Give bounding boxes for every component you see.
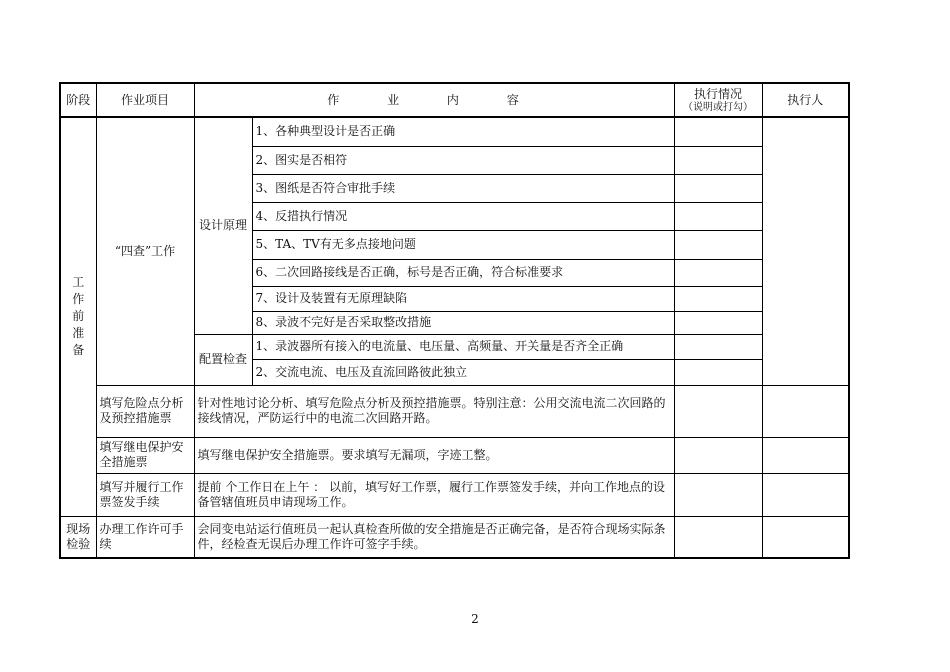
config-check-1: 1、录波器所有接入的电流量、电压量、高频量、开关量是否齐全正确 [252, 334, 674, 359]
stage-onsite: 现场检验 [60, 516, 96, 558]
exec-status-cell[interactable] [674, 437, 762, 473]
exec-status-cell[interactable] [674, 334, 762, 359]
stage-prep [60, 117, 96, 516]
header-exec-status [674, 83, 762, 117]
exec-status-cell[interactable] [674, 516, 762, 558]
executor-cell[interactable] [762, 117, 849, 385]
content-work-ticket: 提前 个工作日在上午 ： 以前，填写好工作票，履行工作票签发手续，并向工作地点的设备管辖值班员申请现场工作。 [194, 473, 674, 516]
design-check-7: 7、设计及装置有无原理缺陷 [252, 286, 674, 311]
table-row [60, 516, 849, 558]
exec-status-cell[interactable] [674, 473, 762, 516]
subgroup-config: 配置检查 [194, 334, 252, 385]
design-check-6: 6、二次回路接线是否正确，标号是否正确，符合标准要求 [252, 259, 674, 286]
header-item: 作业项目 [96, 83, 194, 117]
stage-prep-label: 工作前准备 [72, 275, 85, 358]
header-content-label: 作 业 内 容 [327, 92, 541, 107]
item-four-checks: “四查”工作 [96, 117, 194, 385]
table-row [60, 473, 849, 516]
design-check-8: 8、录波不完好是否采取整改措施 [252, 311, 674, 334]
config-check-2: 2、交流电流、电压及直流回路彼此独立 [252, 359, 674, 385]
page-number: 2 [471, 612, 479, 626]
executor-cell[interactable] [762, 437, 849, 473]
header-row [60, 83, 849, 117]
work-instruction-table [59, 82, 850, 559]
item-work-ticket: 填写并履行工作票签发手续 [96, 473, 194, 516]
table-row [60, 437, 849, 473]
executor-cell[interactable] [762, 473, 849, 516]
design-check-3: 3、图纸是否符合审批手续 [252, 174, 674, 202]
item-permit: 办理工作许可手续 [96, 516, 194, 558]
design-check-1: 1、各种典型设计是否正确 [252, 117, 674, 146]
table-row [60, 117, 849, 146]
table-row [60, 385, 849, 437]
design-check-5: 5、TA、TV有无多点接地问题 [252, 230, 674, 259]
design-check-2: 2、图实是否相符 [252, 146, 674, 174]
exec-status-cell[interactable] [674, 359, 762, 385]
executor-cell[interactable] [762, 516, 849, 558]
executor-cell[interactable] [762, 385, 849, 437]
content-relay-ticket: 填写继电保护安全措施票。要求填写无漏项，字迹工整。 [194, 437, 674, 473]
design-check-4: 4、反措执行情况 [252, 202, 674, 230]
exec-status-cell[interactable] [674, 311, 762, 334]
header-stage: 阶段 [60, 83, 96, 117]
item-risk-ticket: 填写危险点分析及预控措施票 [96, 385, 194, 437]
exec-status-cell[interactable] [674, 174, 762, 202]
exec-status-cell[interactable] [674, 259, 762, 286]
exec-status-cell[interactable] [674, 146, 762, 174]
exec-status-cell[interactable] [674, 385, 762, 437]
item-relay-ticket: 填写继电保护安全措施票 [96, 437, 194, 473]
exec-status-cell[interactable] [674, 286, 762, 311]
header-exec-status-note: （说明或打勾） [683, 101, 753, 113]
content-permit: 会同变电站运行值班员一起认真检查所做的安全措施是否正确完备，是否符合现场实际条件，经检查无误后办理工作许可签字手续。 [194, 516, 674, 558]
header-content [194, 83, 674, 117]
exec-status-cell[interactable] [674, 117, 762, 146]
header-executor: 执行人 [762, 83, 849, 117]
exec-status-cell[interactable] [674, 230, 762, 259]
header-exec-status-label: 执行情况 [693, 86, 742, 101]
exec-status-cell[interactable] [674, 202, 762, 230]
subgroup-design: 设计原理 [194, 117, 252, 334]
content-risk-ticket: 针对性地讨论分析、填写危险点分析及预控措施票。特别注意：公用交流电流二次回路的接线情况，严防运行中的电流二次回路开路。 [194, 385, 674, 437]
